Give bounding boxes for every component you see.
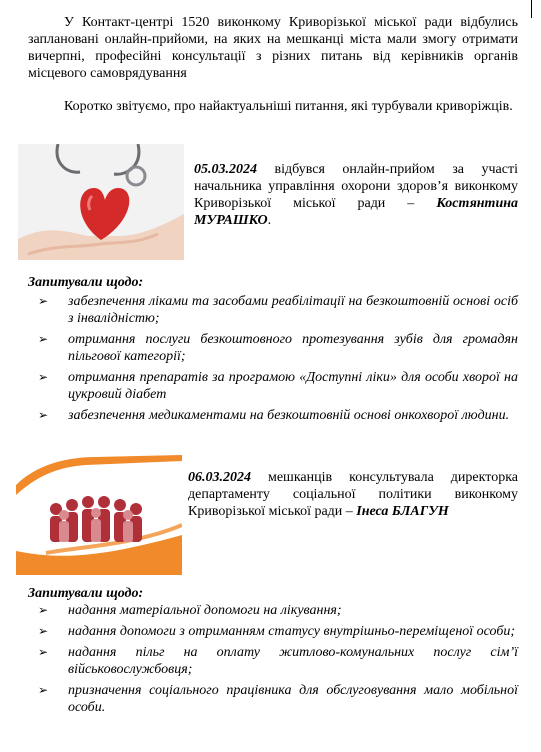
section-2-heading: Запитували щодо: <box>28 586 144 601</box>
event-2-person: Інеса БЛАГУН <box>356 504 449 519</box>
event-1-description: відбувся онлайн-прийом за участі начальника управління охорони здоров’я виконкому Криворізької міської ради – <box>194 162 518 211</box>
event-1-tail: . <box>267 213 272 228</box>
list-item: ➢ забезпечення ліками та засобами реабілітації на безкоштовній основі осіб з інвалідністю; <box>38 294 518 326</box>
event-2-text <box>188 469 518 520</box>
heart-in-hands-image <box>18 144 184 260</box>
list-item: ➢ отримання послуги безкоштовного протезування зубів для громадян пільгової категорії; <box>38 332 518 364</box>
section-1-heading: Запитували щодо: <box>28 275 144 290</box>
list-item: ➢ забезпечення медикаментами на безкоштовній основі онкохворої людини. <box>38 408 510 423</box>
page-edge-mark <box>531 0 532 18</box>
intro-paragraph: У Контакт-центрі 1520 виконкому Криворізької міської ради відбулись заплановані онлайн-прийоми, на яких на мешканці міста мали змогу отримати вичерпні, професійні консультації з різних питань від керівників органів місцевого самоврядування <box>28 15 518 81</box>
summary-paragraph: Коротко звітуємо, про найактуальніші питання, які турбували криворіжців. <box>64 99 513 114</box>
list-item: ➢ надання пільг на оплату житлово-комунальних послуг сім’ї військовослужбовця; <box>38 645 518 677</box>
list-item: ➢ призначення соціального працівника для обслуговування мало мобільної особи. <box>38 683 518 715</box>
arrow-bullet-icon: ➢ <box>38 294 49 308</box>
arrow-bullet-icon: ➢ <box>38 332 49 346</box>
event-2-description: мешканців консультувала директорка департаменту соціальної політики виконкому Криворізької міської ради – <box>188 470 518 519</box>
arrow-bullet-icon: ➢ <box>38 624 49 638</box>
section-1-list <box>28 293 518 428</box>
event-1-person: Костянтина МУРАШКО <box>194 196 518 228</box>
list-item: ➢ надання матеріальної допомоги на лікування; <box>38 603 342 618</box>
event-1-text <box>194 161 518 229</box>
arrow-bullet-icon: ➢ <box>38 645 49 659</box>
section-2-list <box>28 602 518 720</box>
arrow-bullet-icon: ➢ <box>38 603 49 617</box>
list-item: ➢ отримання препаратів за програмою «Доступні ліки» для особи хворої на цукровий діабет <box>38 370 518 402</box>
list-item: ➢ надання допомоги з отриманням статусу внутрішньо-переміщеної особи; <box>38 624 516 639</box>
arrow-bullet-icon: ➢ <box>38 370 49 384</box>
event-1-date: 05.03.2024 <box>194 162 257 177</box>
arrow-bullet-icon: ➢ <box>38 408 49 422</box>
arrow-bullet-icon: ➢ <box>38 683 49 697</box>
people-in-hands-image <box>16 455 182 575</box>
event-2-date: 06.03.2024 <box>188 470 251 485</box>
